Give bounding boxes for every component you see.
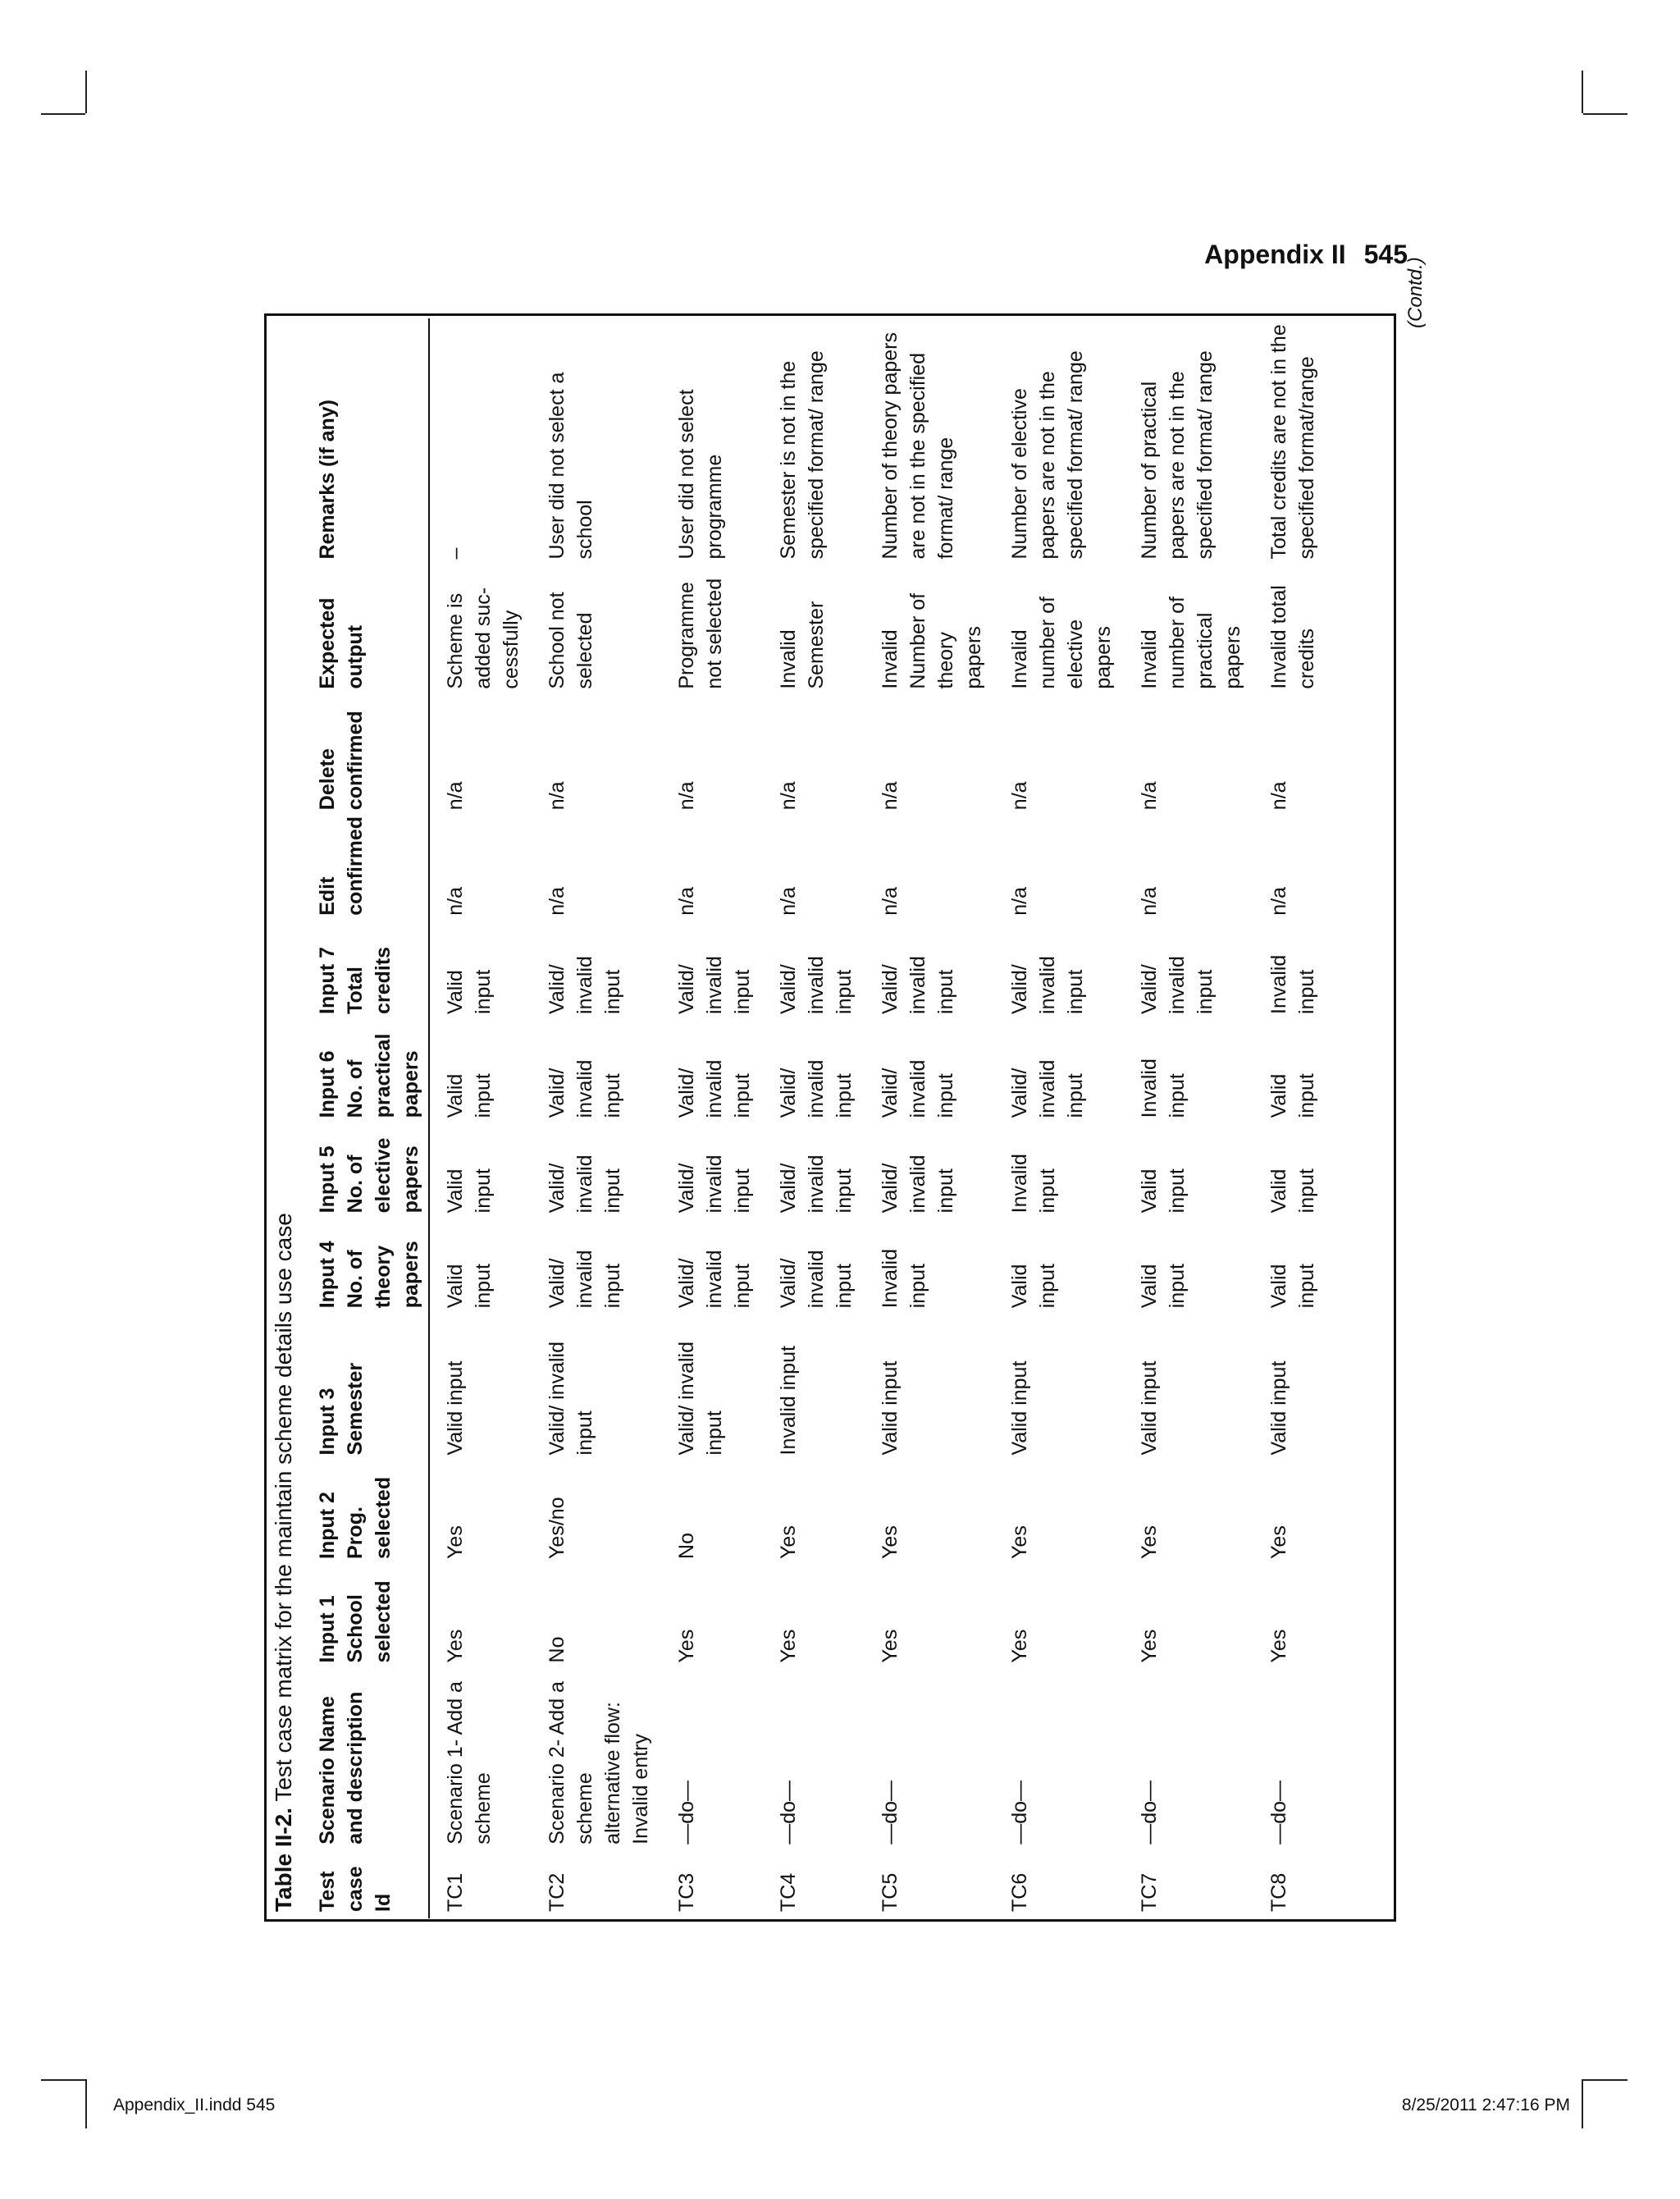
table-cell: n/a	[675, 781, 698, 811]
table-cell: n/a	[1008, 781, 1031, 811]
table-cell: n/a	[1138, 781, 1161, 811]
column-header: Input 7 Total credits	[312, 922, 429, 1021]
table-cell: Valid input	[1267, 1168, 1318, 1214]
table-cell: Invalid Number of theory papers	[879, 592, 985, 689]
table-cell: Scenario 2- Add a scheme alternative flow: Invalid entry	[546, 1681, 652, 1845]
table-cell: Valid/ invalid input	[777, 956, 856, 1014]
slug-file: Appendix_II.indd 545	[113, 2096, 276, 2114]
column-header: Input 6 No. of practical papers	[312, 1021, 429, 1124]
table-cell: Valid input	[444, 969, 495, 1014]
table-cell: TC5	[879, 1872, 902, 1912]
table-row	[763, 318, 865, 1918]
table-cell: Valid/ invalid input	[1138, 956, 1217, 1014]
table-cell: Valid/ invalid input	[777, 1250, 856, 1309]
table-cell: Valid/ invalid input	[675, 1250, 754, 1309]
table-cell: n/a	[1267, 887, 1290, 916]
table-cell: Valid input	[1008, 1264, 1059, 1309]
table-cell: No	[546, 1636, 568, 1663]
crop-mark	[41, 2079, 85, 2081]
table-cell: Invalid number of elective papers	[1008, 597, 1115, 689]
header-title: Appendix II	[1204, 240, 1346, 269]
table-cell: Semester is not in the specified format/ range	[777, 350, 828, 560]
table-cell: Valid/ invalid input	[1008, 956, 1087, 1014]
table-cell: n/a	[444, 781, 467, 811]
table-cell: Yes	[444, 1525, 467, 1559]
table-cell: Yes	[1138, 1629, 1161, 1663]
table-row	[532, 318, 661, 1918]
table-cell: —do—	[1267, 1780, 1290, 1845]
table-cell: Yes	[1008, 1629, 1031, 1663]
table-cell: —do—	[1138, 1780, 1161, 1845]
column-header: Scenario Name and description	[312, 1669, 429, 1850]
table-cell: Valid/ invalid input	[675, 1059, 754, 1118]
table-cell: Yes/no	[546, 1497, 568, 1559]
table-cell: School not selected	[546, 592, 596, 689]
table-cell: Yes	[444, 1629, 467, 1663]
table-cell: Valid input	[1138, 1168, 1189, 1214]
table-cell: Invalid total credits	[1267, 585, 1318, 689]
table-cell: n/a	[1008, 887, 1031, 916]
table-cell: Valid/ invalid input	[879, 1154, 957, 1214]
table-cell: TC4	[777, 1872, 800, 1912]
table-cell: Yes	[1008, 1525, 1031, 1559]
table-cell: Valid/ invalid input	[546, 1154, 624, 1214]
column-header: Input 2 Prog. selected	[312, 1461, 429, 1565]
rotated-table-block	[264, 257, 1427, 1922]
column-header: Input 4 No. of theory papers	[312, 1219, 429, 1314]
table-cell: n/a	[444, 887, 467, 916]
column-header: Input 1 School selected	[312, 1566, 429, 1669]
table-cell: –	[444, 547, 467, 560]
table-cell: Valid input	[1138, 1360, 1161, 1456]
table-cell: —do—	[879, 1780, 902, 1845]
table-cell: Yes	[1138, 1525, 1161, 1559]
table-cell: Invalid input	[1138, 1058, 1189, 1118]
column-header: Delete confirmed	[312, 696, 429, 817]
table-cell: Yes	[675, 1629, 698, 1663]
table-cell: TC8	[1267, 1872, 1290, 1912]
table-cell: Valid/ invalid input	[546, 956, 624, 1014]
table-cell: Programme not selected	[675, 578, 726, 689]
table-cell: n/a	[1138, 887, 1161, 916]
table-row	[429, 318, 532, 1918]
table-cell: Valid/ invalid input	[546, 1250, 624, 1309]
table-cell: Valid input	[879, 1360, 902, 1456]
header-row	[312, 318, 429, 1918]
continued-note: (Contd.)	[1404, 257, 1427, 328]
table-cell: Yes	[879, 1525, 902, 1559]
table-cell: n/a	[546, 887, 568, 916]
table-cell: —do—	[675, 1780, 698, 1845]
table-cell: Valid input	[444, 1360, 467, 1456]
table-cell: Valid input	[1267, 1264, 1318, 1309]
table-cell: Invalid input	[879, 1249, 929, 1309]
table-cell: Number of elective papers are not in the specified format/ range	[1008, 350, 1087, 560]
table-cell: —do—	[1008, 1780, 1031, 1845]
crop-mark	[85, 71, 87, 113]
crop-mark	[85, 2079, 87, 2128]
table-caption-label: Table II-2.	[271, 1807, 296, 1912]
crop-mark	[1583, 2079, 1628, 2081]
table-cell: n/a	[879, 781, 902, 811]
table-cell: Valid/ invalid input	[546, 1341, 596, 1456]
table-cell: Valid/ invalid input	[777, 1059, 856, 1118]
table-cell: Total credits are not in the specified format/range	[1267, 324, 1318, 560]
column-header: Edit confirmed	[312, 816, 429, 922]
test-case-matrix	[312, 318, 1327, 1918]
table-cell: Valid/ invalid input	[675, 1154, 754, 1214]
slug-timestamp: 8/25/2011 2:47:16 PM	[1401, 2096, 1570, 2114]
table-row	[994, 318, 1124, 1918]
crop-mark	[1583, 113, 1628, 115]
table-row	[661, 318, 763, 1918]
column-header: Input 3 Semester	[312, 1314, 429, 1461]
table-cell: Number of theory papers are not in the specified format/ range	[879, 332, 957, 560]
table-caption	[271, 1213, 297, 1912]
table-cell: n/a	[675, 887, 698, 916]
page-number: 545	[1363, 240, 1408, 269]
running-header	[1204, 240, 1408, 270]
table-cell: Yes	[777, 1525, 800, 1559]
table-cell: Valid/ invalid input	[777, 1154, 856, 1214]
table-cell: User did not select programme	[675, 389, 726, 560]
table-cell: Valid/ invalid input	[675, 1341, 726, 1456]
table-cell: n/a	[546, 781, 568, 811]
column-header: Test case Id	[312, 1851, 429, 1918]
table-cell: n/a	[777, 887, 800, 916]
table-cell: Yes	[1267, 1629, 1290, 1663]
table-row	[865, 318, 994, 1918]
table-cell: Valid/ invalid input	[879, 1059, 957, 1118]
table-cell: User did not select a school	[546, 372, 596, 560]
table-row	[1253, 318, 1327, 1918]
table-cell: Valid/ invalid input	[879, 956, 957, 1014]
table-caption-text: Test case matrix for the maintain scheme details use case	[271, 1213, 296, 1802]
table-cell: Valid/ invalid input	[1008, 1059, 1087, 1118]
table-cell: Valid input	[1267, 1073, 1318, 1118]
table-cell: Valid input	[444, 1073, 495, 1118]
table-cell: Valid input	[1267, 1360, 1290, 1456]
table-cell: Invalid Semester	[777, 601, 828, 689]
table-cell: Valid input	[1138, 1264, 1189, 1309]
table-cell: n/a	[777, 781, 800, 811]
table-cell: Valid input	[444, 1168, 495, 1214]
table-cell: Invalid number of practical papers	[1138, 597, 1244, 689]
crop-mark	[1582, 71, 1583, 113]
table-cell: Yes	[1267, 1525, 1290, 1559]
table-row	[1124, 318, 1253, 1918]
table-cell: n/a	[1267, 781, 1290, 811]
table-cell: n/a	[879, 887, 902, 916]
crop-mark	[41, 113, 85, 115]
table-cell: Number of practical papers are not in the specified format/ range	[1138, 350, 1217, 560]
table-cell: TC1	[444, 1872, 467, 1912]
table-cell: TC6	[1008, 1872, 1031, 1912]
table-cell: Valid input	[1008, 1360, 1031, 1456]
table-cell: —do—	[777, 1780, 800, 1845]
table-cell: Valid input	[444, 1264, 495, 1309]
column-header: Expected output	[312, 566, 429, 696]
table-cell: TC2	[546, 1872, 568, 1912]
table-cell: TC7	[1138, 1872, 1161, 1912]
table-cell: Scenario 1- Add a scheme	[444, 1681, 495, 1845]
table-cell: Scheme is added suc-cessfully	[444, 587, 523, 689]
table-cell: Invalid input	[777, 1346, 800, 1456]
column-header: Remarks (if any)	[312, 318, 429, 566]
table-cell: Invalid input	[1267, 954, 1318, 1014]
table-cell: Invalid input	[1008, 1154, 1059, 1214]
table-cell: Yes	[777, 1629, 800, 1663]
column-header: Input 5 No. of elective papers	[312, 1124, 429, 1219]
table-cell: Valid/ invalid input	[546, 1059, 624, 1118]
table-cell: Yes	[879, 1629, 902, 1663]
table-cell: No	[675, 1533, 698, 1559]
crop-mark	[1582, 2079, 1583, 2128]
table-cell: Valid/ invalid input	[675, 956, 754, 1014]
table-cell: TC3	[675, 1872, 698, 1912]
